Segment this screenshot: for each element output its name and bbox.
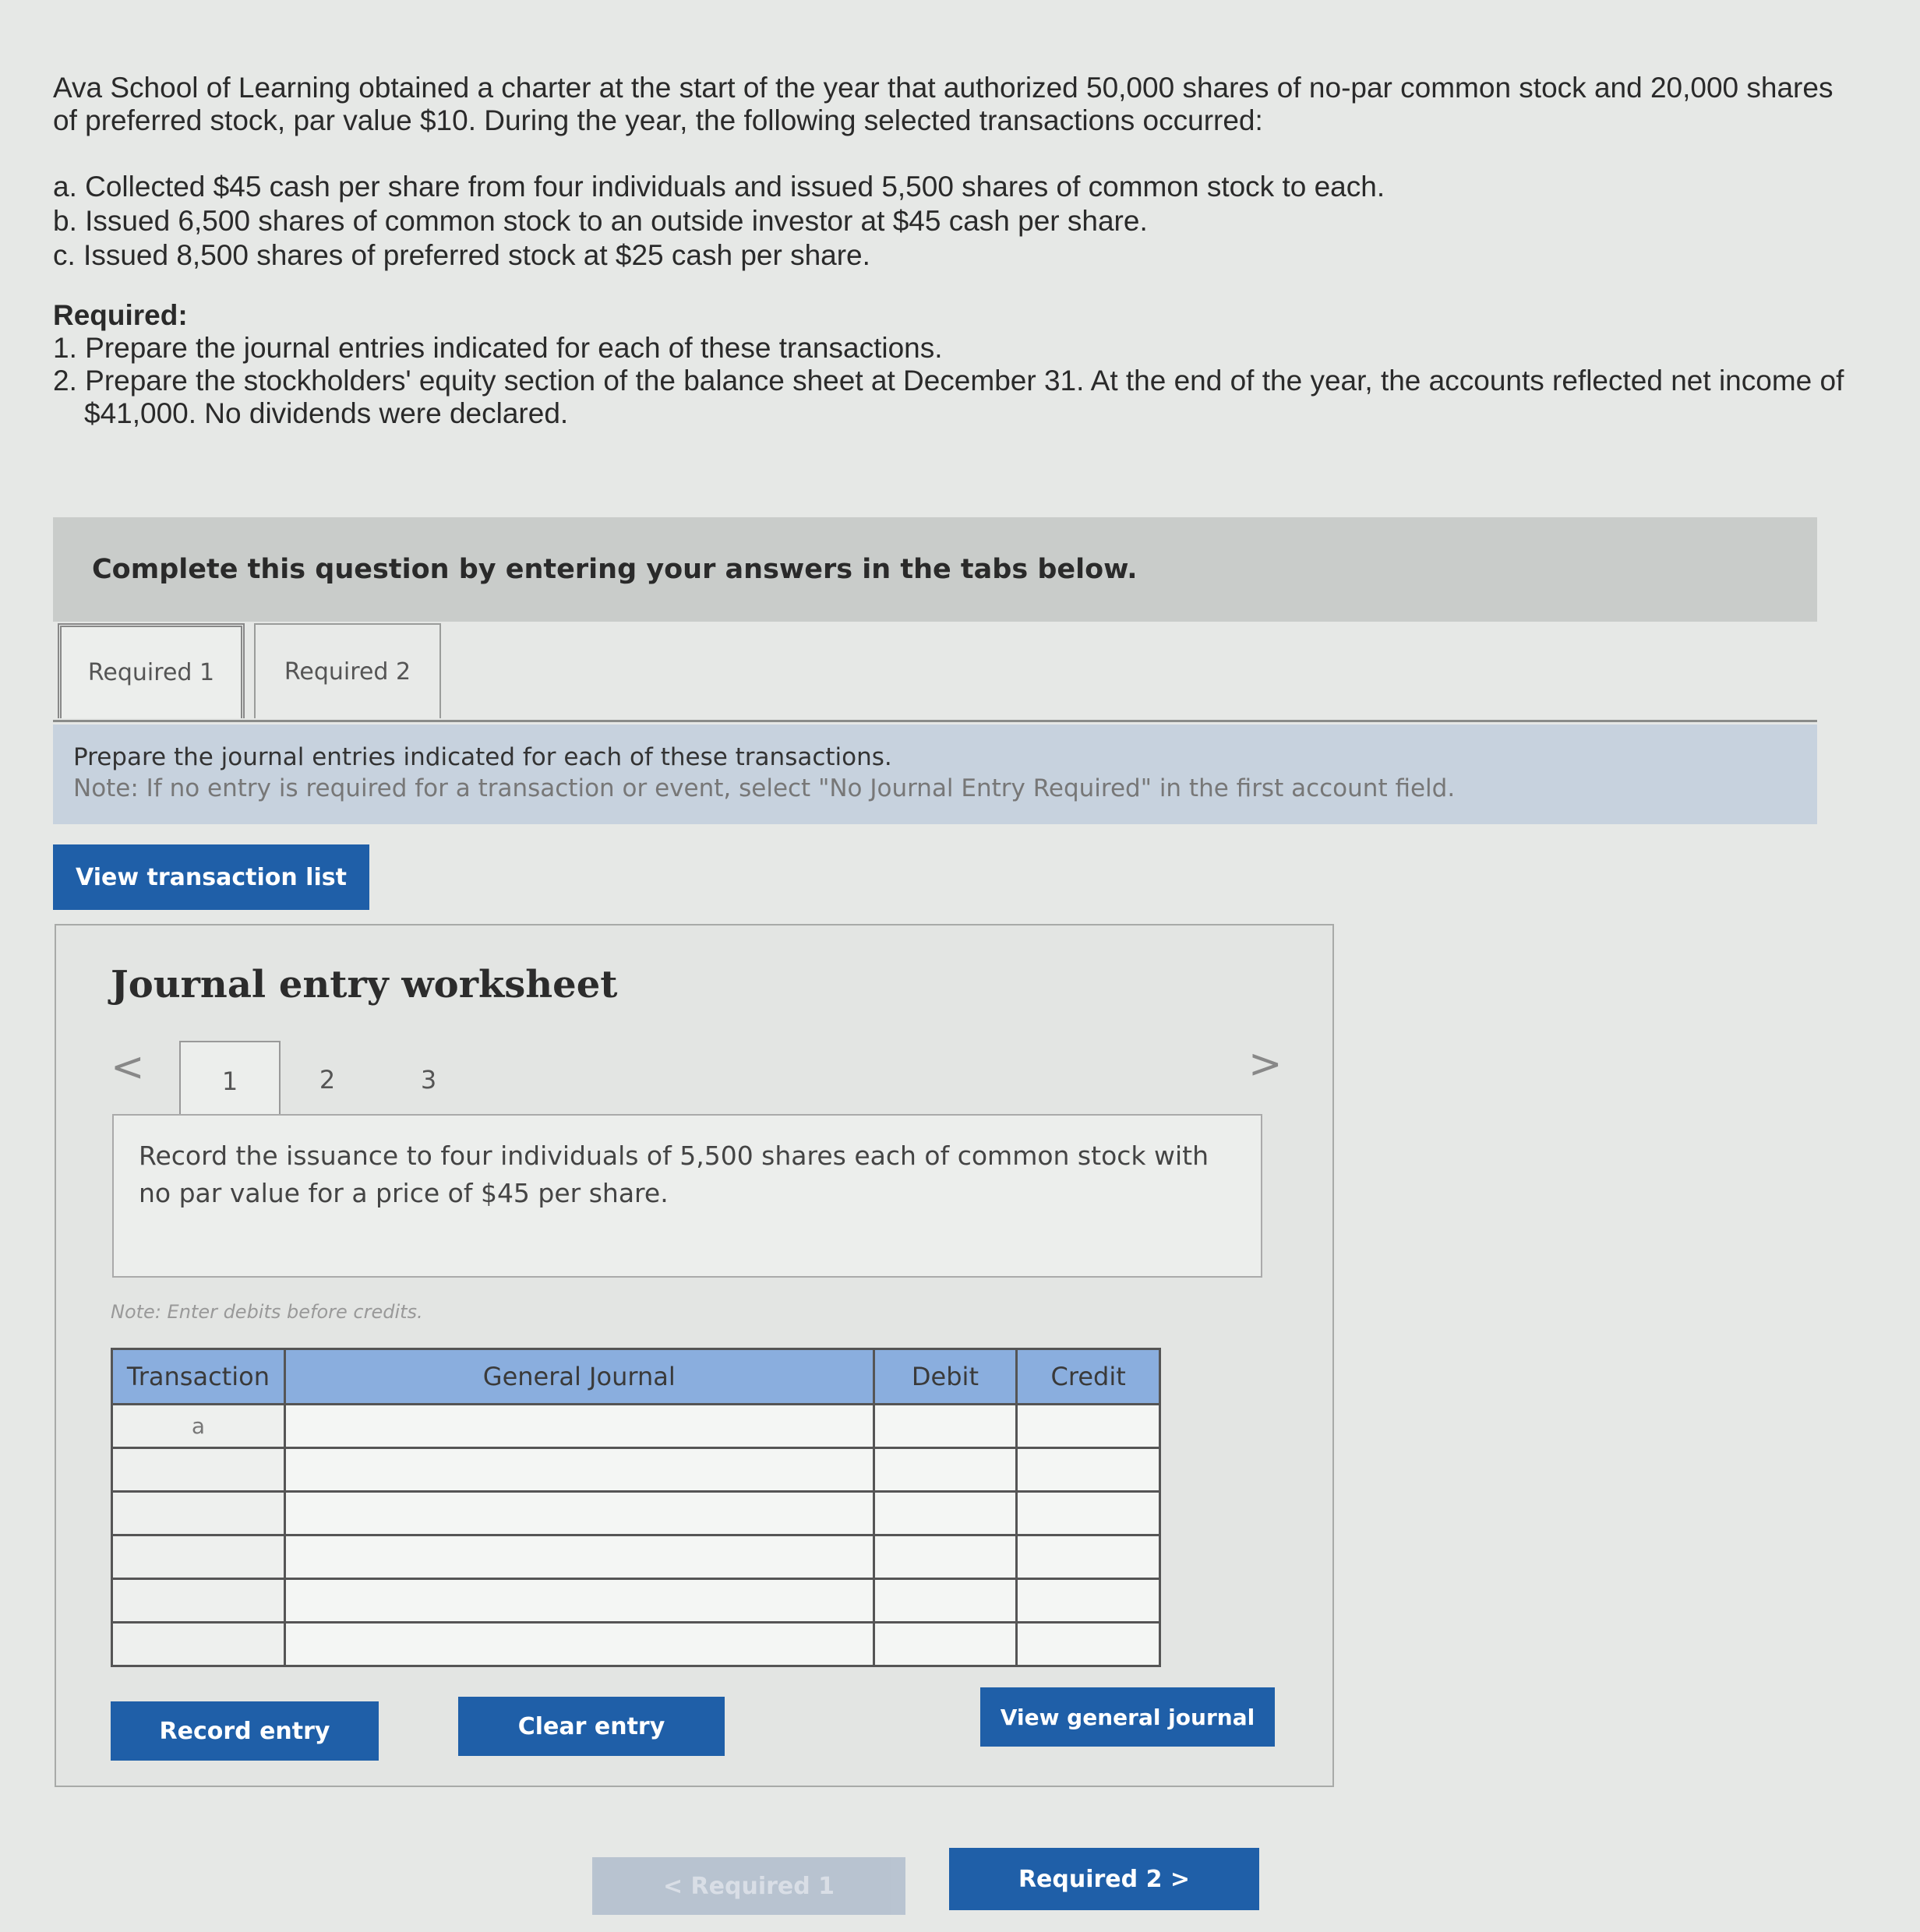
transaction-cell: a [112,1405,285,1448]
col-credit: Credit [1017,1349,1160,1405]
table-row [112,1405,1160,1448]
prev-page-icon[interactable]: < [111,1044,145,1091]
view-general-journal-button[interactable]: View general journal [980,1687,1275,1747]
transaction-c: c. Issued 8,500 shares of preferred stock at $25 cash per share. [53,239,870,271]
prev-required-button[interactable]: < Required 1 [592,1857,905,1915]
debit-field[interactable] [874,1579,1017,1623]
debit-field[interactable] [874,1535,1017,1579]
credit-field[interactable] [1017,1492,1160,1535]
instructions-note: Note: If no entry is required for a transaction or event, select "No Journal Entry Required" in the first account field. [73,774,1456,802]
transaction-cell [112,1535,285,1579]
view-transaction-list-button[interactable]: View transaction list [53,844,369,910]
transaction-list [53,170,1845,273]
required-heading: Required: [53,299,188,331]
journal-table [111,1348,1161,1667]
transaction-cell [112,1579,285,1623]
account-field[interactable] [284,1405,874,1448]
transaction-cell [112,1492,285,1535]
instruction-banner: Complete this question by entering your answers in the tabs below. [53,517,1817,622]
table-row [112,1623,1160,1666]
account-field[interactable] [284,1535,874,1579]
credit-field[interactable] [1017,1405,1160,1448]
account-field[interactable] [284,1492,874,1535]
tab-divider [53,720,1817,722]
col-transaction: Transaction [112,1349,285,1405]
debit-field[interactable] [874,1405,1017,1448]
table-row [112,1535,1160,1579]
record-entry-button[interactable]: Record entry [111,1701,379,1761]
required-item-2: 2. Prepare the stockholders' equity section of the balance sheet at December 31. At the end of the year, the accounts reflected net income of $41,000. No dividends were declared. [53,365,1844,429]
transaction-b: b. Issued 6,500 shares of common stock to an outside investor at $45 cash per share. [53,205,1148,237]
credit-field[interactable] [1017,1535,1160,1579]
problem-intro: Ava School of Learning obtained a charter at the start of the year that authorized 50,000 shares of no-par common stock and 20,000 shares of preferred stock, par value $10. During the year, the following selected transactions occurred: [53,72,1834,136]
tab-required-2[interactable]: Required 2 [254,623,441,718]
tab-required-1[interactable]: Required 1 [58,623,245,718]
instructions-main: Prepare the journal entries indicated for each of these transactions. [73,743,892,771]
account-field[interactable] [284,1579,874,1623]
next-page-icon[interactable]: > [1248,1041,1283,1088]
required-item-1: 1. Prepare the journal entries indicated for each of these transactions. [53,332,943,364]
col-debit: Debit [874,1349,1017,1405]
transaction-cell [112,1623,285,1666]
table-row [112,1492,1160,1535]
account-field[interactable] [284,1623,874,1666]
worksheet-title: Journal entry worksheet [111,963,618,1007]
page-tab-3[interactable]: 3 [420,1065,437,1095]
col-general-journal: General Journal [284,1349,874,1405]
table-row [112,1579,1160,1623]
next-required-button[interactable]: Required 2 > [949,1848,1259,1910]
entry-description: Record the issuance to four individuals of 5,500 shares each of common stock with no par value for a price of $45 per share. [112,1114,1262,1278]
credit-field[interactable] [1017,1623,1160,1666]
account-field[interactable] [284,1448,874,1492]
transaction-cell [112,1448,285,1492]
debits-note: Note: Enter debits before credits. [111,1301,423,1323]
journal-header-row [112,1349,1160,1405]
page-tab-2[interactable]: 2 [319,1065,336,1095]
table-row [112,1448,1160,1492]
problem-statement [53,72,1845,430]
clear-entry-button[interactable]: Clear entry [458,1697,725,1756]
page-tab-1[interactable]: 1 [179,1041,281,1120]
debit-field[interactable] [874,1623,1017,1666]
credit-field[interactable] [1017,1448,1160,1492]
debit-field[interactable] [874,1448,1017,1492]
tab-instructions [53,724,1817,824]
debit-field[interactable] [874,1492,1017,1535]
transaction-a: a. Collected $45 cash per share from four individuals and issued 5,500 shares of common stock to each. [53,171,1385,203]
credit-field[interactable] [1017,1579,1160,1623]
required-section [53,299,1845,430]
